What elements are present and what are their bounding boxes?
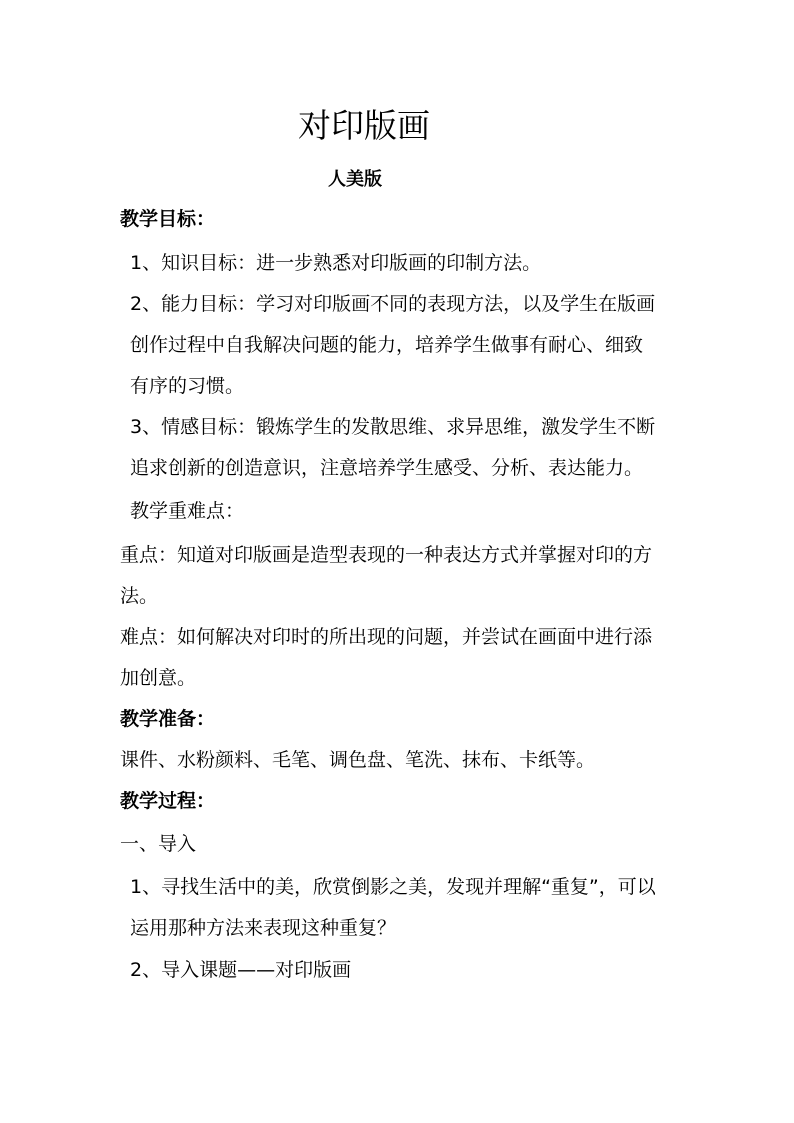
document-subtitle: 人美版 [328,169,382,190]
preparation-heading: 教学准备： [120,708,216,730]
process-heading: 教学过程： [120,790,216,812]
objectives-heading: 教学目标： [120,208,216,230]
keypoint-difficult-line-1: 难点：如何解决对印时的所出现的问题，并尝试在画面中进行添 [120,626,653,648]
objective-emotion-line-1: 3、情感目标：锻炼学生的发散思维、求异思维，激发学生不断 [130,416,656,438]
process-step2: 2、导入课题——对印版画 [130,959,352,981]
process-section-intro: 一、导入 [120,833,197,855]
process-step1-line-1: 1、寻找生活中的美，欣赏倒影之美，发现并理解“重复”，可以 [130,876,656,898]
keypoint-difficult-line-2: 加创意。 [120,667,197,689]
document-title: 对印版画 [298,106,430,145]
objective-ability-line-3: 有序的习惯。 [130,375,245,397]
keypoints-heading: 教学重难点： [130,500,245,522]
objective-emotion-line-2: 追求创新的创造意识，注意培养学生感受、分析、表达能力。 [130,457,644,479]
keypoint-key-line-2: 法。 [120,585,159,607]
objective-ability-line-2: 创作过程中自我解决问题的能力，培养学生做事有耐心、细致 [130,334,644,356]
keypoint-key-line-1: 重点：知道对印版画是造型表现的一种表达方式并掌握对印的方 [120,544,653,566]
objective-ability-line-1: 2、能力目标：学习对印版画不同的表现方法，以及学生在版画 [130,293,656,315]
process-step1-line-2: 运用那种方法来表现这种重复？ [130,917,397,939]
preparation-items: 课件、水粉颜料、毛笔、调色盘、笔洗、抹布、卡纸等。 [120,749,596,771]
objective-knowledge: 1、知识目标：进一步熟悉对印版画的印制方法。 [130,252,542,274]
